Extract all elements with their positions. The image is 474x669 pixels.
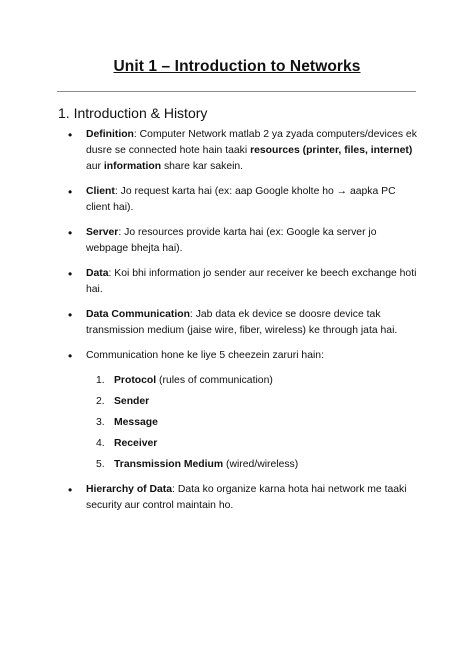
- item-number: 5.: [96, 459, 105, 470]
- numbered-item: [86, 436, 418, 452]
- term: Data: [86, 268, 109, 279]
- list-item-hierarchy-of-data: [68, 482, 418, 514]
- term: Receiver: [114, 438, 158, 449]
- list-item-data: [68, 266, 418, 298]
- item-number: 1.: [96, 375, 105, 386]
- horizontal-rule: [57, 91, 416, 92]
- bullet-list: [68, 127, 418, 523]
- term: Transmission Medium: [114, 459, 224, 470]
- term: Message: [114, 417, 158, 428]
- item-text: Communication hone ke liye 5 cheezein zaruri hain:: [86, 350, 324, 361]
- page-title: Unit 1 – Introduction to Networks: [113, 58, 361, 75]
- item-number: 4.: [96, 438, 105, 449]
- numbered-item: [86, 415, 418, 431]
- item-text: : Data ko organize karna hota hai network me taaki security aur control maintain ho.: [86, 484, 407, 511]
- numbered-item: [86, 457, 418, 473]
- list-item-server: [68, 225, 418, 257]
- item-text: aur: [86, 161, 104, 172]
- item-text: (rules of communication): [156, 375, 273, 386]
- numbered-list: [86, 373, 418, 473]
- list-item-communication-requirements: [68, 348, 418, 473]
- item-text: share kar sakein.: [161, 161, 244, 172]
- item-text: : Jab data ek device se doosre device tak transmission medium (jaise wire, fiber, wireless) ke through jata hai.: [86, 309, 398, 336]
- list-item-definition: [68, 127, 418, 175]
- item-number: 2.: [96, 396, 105, 407]
- term: Hierarchy of Data: [86, 484, 173, 495]
- item-text: (wired/wireless): [223, 459, 299, 470]
- list-item-data-communication: [68, 307, 418, 339]
- numbered-item: [86, 394, 418, 410]
- item-number: 3.: [96, 417, 105, 428]
- item-text: : Koi bhi information jo sender aur receiver ke beech exchange hoti hai.: [86, 268, 417, 295]
- term: Server: [86, 227, 119, 238]
- list-item-client: [68, 184, 418, 216]
- numbered-item: [86, 373, 418, 389]
- bold-phrase: information: [103, 161, 162, 172]
- term: Data Communication: [86, 309, 190, 320]
- term: Definition: [86, 129, 134, 140]
- bold-phrase: resources (printer, files, internet): [250, 145, 413, 156]
- item-text: : Computer Network matlab 2 ya zyada computers/devices ek dusre se connected hote hain taaki: [86, 129, 417, 156]
- term: Protocol: [114, 375, 157, 386]
- term: Sender: [114, 396, 150, 407]
- item-text: : Jo request karta hai (ex: aap Google kholte ho → aapka PC client hai).: [86, 186, 396, 213]
- section-heading: 1. Introduction & History: [58, 105, 208, 121]
- item-text: : Jo resources provide karta hai (ex: Google ka server jo webpage bhejta hai).: [86, 227, 377, 254]
- term: Client: [86, 186, 115, 197]
